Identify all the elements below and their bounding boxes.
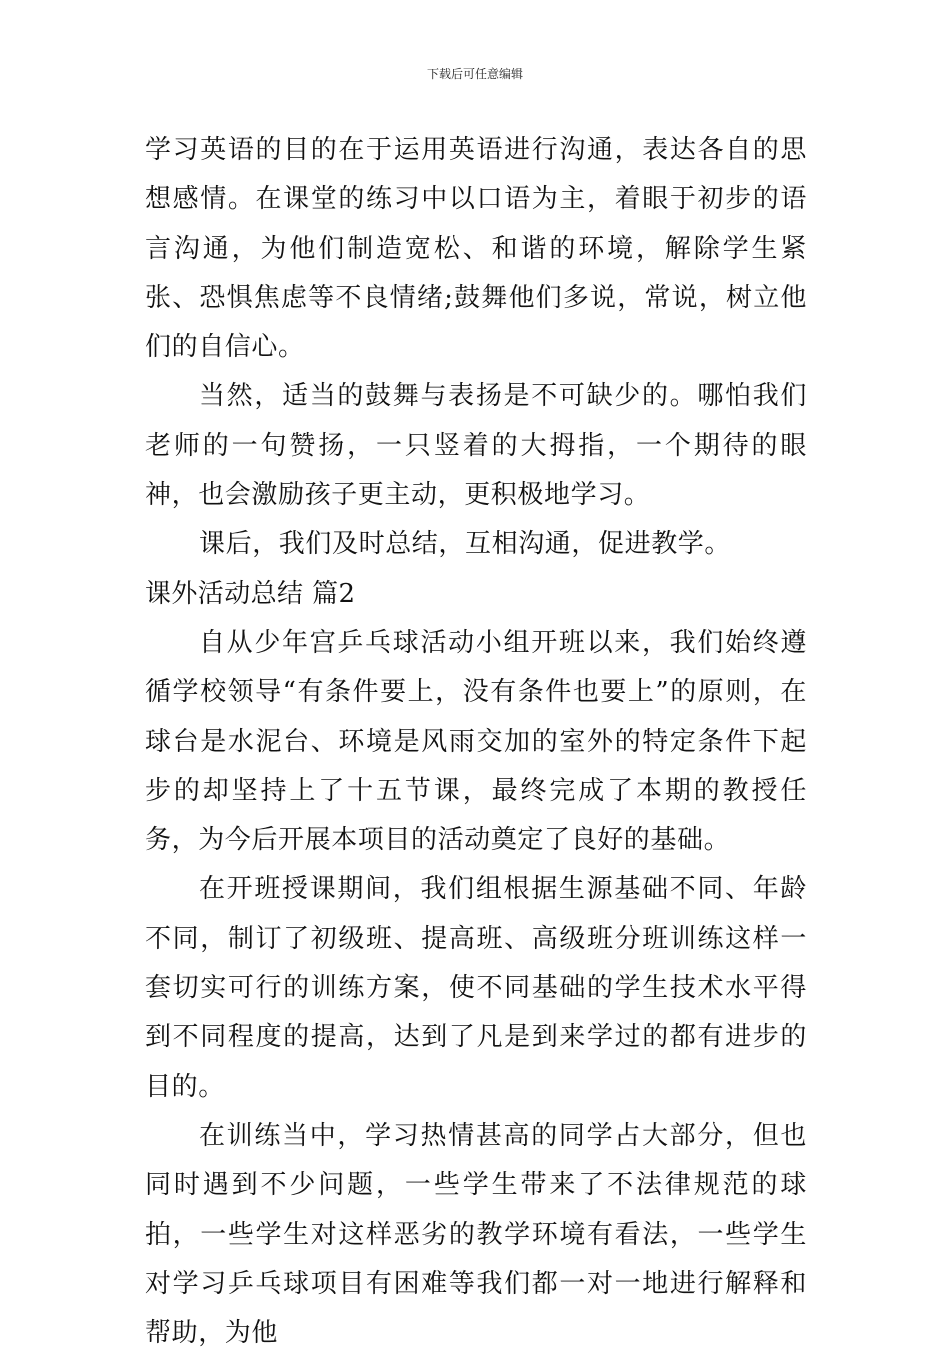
paragraph-1: 学习英语的目的在于运用英语进行沟通，表达各自的思想感情。在课堂的练习中以口语为主，着眼于初步的语言沟通，为他们制造宽松、和谐的环境，解除学生紧张、恐惧焦虑等不良情绪;鼓舞他们多说，常说，树立他们的自信心。 — [145, 135, 807, 363]
paragraph-6: 在训练当中，学习热情甚高的同学占大部分，但也同时遇到不少问题，一些学生带来了不法律规范的球拍，一些学生对这样恶劣的教学环境有看法，一些学生对学习乒乓球项目有困难等我们都一对一地进行解释和帮助，为他 — [145, 1120, 807, 1349]
paragraph-5: 在开班授课期间，我们组根据生源基础不同、年龄不同，制订了初级班、提高班、高级班分班训练这样一套切实可行的训练方案，使不同基础的学生技术水平得到不同程度的提高，达到了凡是到来学过的都有进步的目的。 — [145, 874, 807, 1102]
document-body — [145, 126, 807, 1358]
paragraph-2: 当然，适当的鼓舞与表扬是不可缺少的。哪怕我们老师的一句赞扬，一只竖着的大拇指，一个期待的眼神，也会激励孩子更主动，更积极地学习。 — [145, 381, 807, 511]
paragraph-4: 自从少年宫乒乓球活动小组开班以来，我们始终遵循学校领导“有条件要上，没有条件也要上”的原则，在球台是水泥台、环境是风雨交加的室外的特定条件下起步的却坚持上了十五节课，最终完成了本期的教授任务，为今后开展本项目的活动奠定了良好的基础。 — [145, 627, 807, 856]
page-header: 下载后可任意编辑 — [426, 67, 523, 81]
section-heading: 课外活动总结 篇2 — [145, 578, 356, 609]
paragraph-3: 课后，我们及时总结，互相沟通，促进教学。 — [199, 529, 732, 560]
